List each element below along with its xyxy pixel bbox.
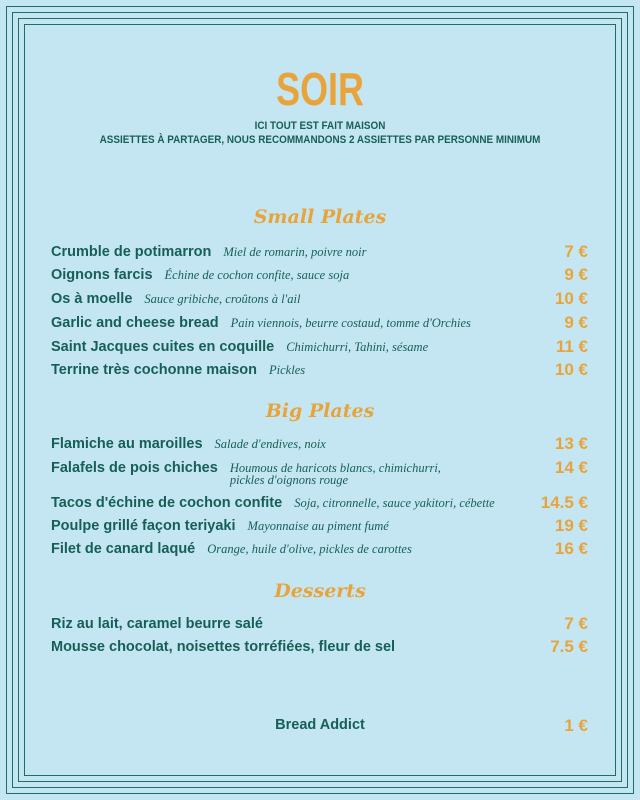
item-name: Os à moelle	[51, 291, 133, 307]
subtitle-line-2: ASSIETTES À PARTAGER, NOUS RECOMMANDONS 2 ASSIETTES PAR PERSONNE MINIMUM	[99, 134, 541, 146]
item-description: Orange, huile d'olive, pickles de carottes	[207, 542, 412, 556]
item-price: 7 €	[564, 614, 588, 633]
item-name: Saint Jacques cuites en coquille	[51, 339, 275, 355]
menu-item	[51, 518, 588, 540]
section-heading-desserts: Desserts	[274, 580, 366, 602]
menu-item	[51, 436, 588, 458]
item-name: Tacos d'échine de cochon confite	[51, 495, 283, 511]
item-price: 10 €	[554, 360, 588, 379]
item-description-line-2: pickles d'oignons rouge	[229, 473, 348, 487]
item-description: Soja, citronnelle, sauce yakitori, cébette	[294, 496, 495, 510]
item-price: 14.5 €	[540, 493, 588, 512]
menu-item	[51, 267, 588, 289]
item-name: Mousse chocolat, noisettes torréfiées, fleur de sel	[51, 639, 396, 655]
item-description: Miel de romarin, poivre noir	[223, 245, 367, 259]
item-name: Riz au lait, caramel beurre salé	[51, 616, 263, 632]
item-description: Salade d'endives, noix	[214, 437, 326, 451]
menu-item	[51, 541, 588, 563]
item-description: Chimichurri, Tahini, sésame	[286, 340, 429, 354]
menu-item	[51, 495, 588, 517]
item-name: Oignons farcis	[51, 267, 153, 283]
menu-item	[51, 639, 588, 661]
item-name: Terrine très cochonne maison	[51, 362, 258, 378]
menu-item	[51, 616, 588, 638]
item-name: Crumble de potimarron	[51, 244, 212, 260]
item-price: 7 €	[564, 242, 588, 261]
item-name: Flamiche au maroilles	[51, 436, 203, 452]
item-price: 13 €	[554, 434, 588, 453]
menu-item	[51, 460, 588, 492]
menu-item	[51, 339, 588, 361]
item-price: 9 €	[564, 265, 588, 284]
item-price: 11 €	[555, 337, 588, 356]
menu-item	[51, 244, 588, 266]
bread-item-name: Bread Addict	[275, 717, 365, 733]
item-price: 16 €	[554, 539, 588, 558]
item-description: Sauce gribiche, croûtons à l'ail	[144, 292, 301, 306]
item-description: Échine de cochon confite, sauce soja	[164, 268, 350, 282]
item-name: Garlic and cheese bread	[51, 315, 219, 331]
menu-item	[51, 291, 588, 313]
item-price: 14 €	[554, 458, 588, 477]
subtitle-line-1: ICI TOUT EST FAIT MAISON	[254, 120, 386, 132]
section-heading-big-plates: Big Plates	[265, 400, 375, 422]
menu-item	[51, 362, 588, 384]
item-price: 7.5 €	[550, 637, 588, 656]
item-price: 19 €	[554, 516, 588, 535]
item-description: Mayonnaise au piment fumé	[247, 519, 389, 533]
item-description-line-1: Houmous de haricots blancs, chimichurri,	[229, 461, 441, 475]
menu-title: SOIR	[276, 63, 364, 115]
item-name: Falafels de pois chiches	[51, 460, 218, 476]
item-description: Pain viennois, beurre costaud, tomme d'Orchies	[230, 316, 471, 330]
section-heading-small-plates: Small Plates	[253, 206, 387, 228]
item-name: Poulpe grillé façon teriyaki	[51, 518, 236, 534]
item-description: Pickles	[269, 363, 306, 377]
menu-item	[51, 315, 588, 337]
item-name: Filet de canard laqué	[51, 541, 196, 557]
item-price: 9 €	[564, 313, 588, 332]
item-price: 10 €	[554, 289, 588, 308]
item-description	[230, 460, 441, 486]
bread-item-price: 1 €	[564, 716, 588, 735]
